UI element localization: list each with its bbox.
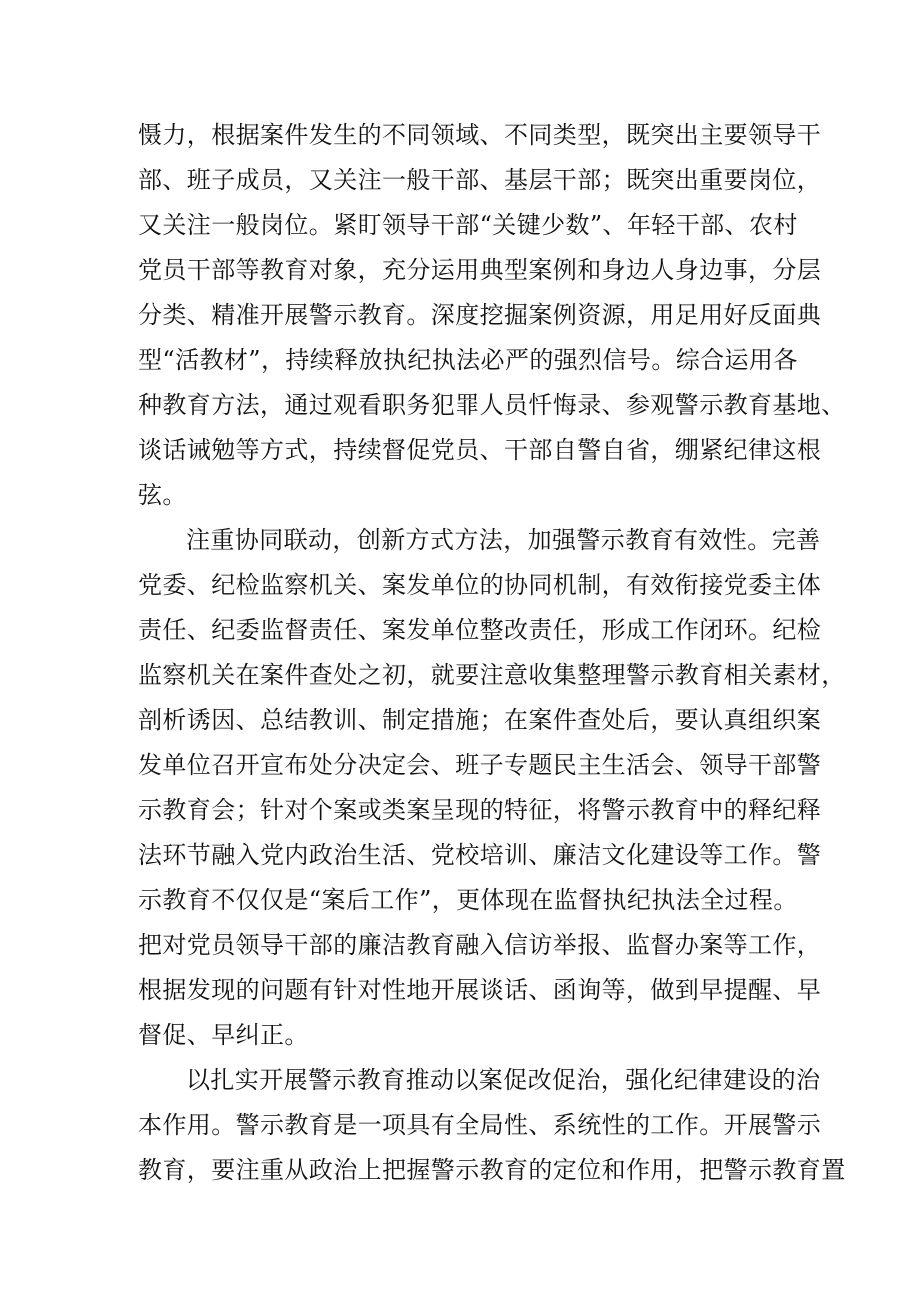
text-line: 督促、早纠正。: [138, 1021, 309, 1049]
text-line: 以扎实开展警示教育推动以案促改促治，强化纪律建设的治: [186, 1066, 821, 1094]
text-line: 部、班子成员，又关注一般干部、基层干部；既突出重要岗位，: [138, 166, 822, 194]
text-line: 慑力，根据案件发生的不同领域、不同类型，既突出主要领导干: [138, 121, 822, 149]
text-line: 型“活教材”，持续释放执纪执法必严的强烈信号。综合运用各: [138, 346, 798, 374]
text-line: 示教育不仅仅是“案后工作”，更体现在监督执纪执法全过程。: [138, 886, 798, 914]
text-line: 教育，要注重从政治上把握警示教育的定位和作用，把警示教育置: [138, 1156, 846, 1184]
text-line: 注重协同联动，创新方式方法，加强警示教育有效性。完善: [186, 526, 821, 554]
text-line: 种教育方法，通过观看职务犯罪人员忏悔录、参观警示教育基地、: [138, 391, 846, 419]
text-line: 党委、纪检监察机关、案发单位的协同机制，有效衔接党委主体: [138, 571, 822, 599]
text-line: 弦。: [138, 481, 187, 509]
text-line: 剖析诱因、总结教训、制定措施；在案件查处后，要认真组织案: [138, 706, 822, 734]
text-line: 分类、精准开展警示教育。深度挖掘案例资源，用足用好反面典: [138, 301, 822, 329]
text-line: 监察机关在案件查处之初，就要注意收集整理警示教育相关素材，: [138, 661, 846, 689]
text-line: 党员干部等教育对象，充分运用典型案例和身边人身边事，分层: [138, 256, 822, 284]
text-line: 发单位召开宣布处分决定会、班子专题民主生活会、领导干部警: [138, 751, 822, 779]
text-line: 责任、纪委监督责任、案发单位整改责任，形成工作闭环。纪检: [138, 616, 822, 644]
text-line: 又关注一般岗位。紧盯领导干部“关键少数”、年轻干部、农村: [138, 211, 798, 239]
text-line: 示教育会；针对个案或类案呈现的特征，将警示教育中的释纪释: [138, 796, 822, 824]
text-line: 谈话诫勉等方式，持续督促党员、干部自警自省，绷紧纪律这根: [138, 436, 822, 464]
text-line: 法环节融入党内政治生活、党校培训、廉洁文化建设等工作。警: [138, 841, 822, 869]
text-line: 根据发现的问题有针对性地开展谈话、函询等，做到早提醒、早: [138, 976, 822, 1004]
text-line: 本作用。警示教育是一项具有全局性、系统性的工作。开展警示: [138, 1111, 822, 1139]
text-line: 把对党员领导干部的廉洁教育融入信访举报、监督办案等工作，: [138, 931, 822, 959]
